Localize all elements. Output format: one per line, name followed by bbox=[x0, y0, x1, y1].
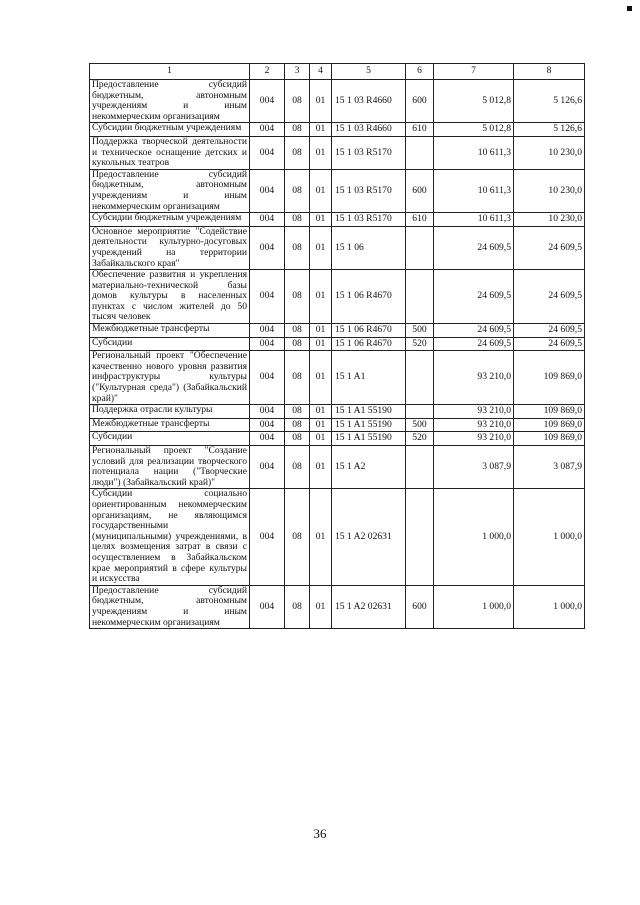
row-name-cell: Межбюджетные трансферты bbox=[90, 418, 250, 432]
row-amount-2-cell: 24 609,5 bbox=[514, 226, 585, 269]
row-code-cell: 004 bbox=[250, 489, 285, 585]
row-amount-1-cell: 93 210,0 bbox=[434, 405, 514, 419]
row-amount-1-cell: 24 609,5 bbox=[434, 324, 514, 338]
header-cell: 8 bbox=[514, 64, 585, 80]
table-row bbox=[90, 270, 585, 324]
row-code-cell: 004 bbox=[250, 123, 285, 137]
row-target-article-cell: 15 1 03 R5170 bbox=[332, 136, 406, 169]
row-name-cell: Предоставление субсидий бюджетным, автономным учреждениям и иным некоммерческим организациям bbox=[90, 585, 250, 628]
row-name-cell: Региональный проект "Создание условий для реализации творческого потенциала нации ("Творческие люди") (Забайкальский край)" bbox=[90, 446, 250, 489]
row-section-cell: 08 bbox=[285, 213, 310, 227]
row-section-cell: 08 bbox=[285, 489, 310, 585]
row-subsection-cell: 01 bbox=[310, 136, 332, 169]
row-amount-2-cell: 10 230,0 bbox=[514, 169, 585, 212]
page-number: 36 bbox=[313, 826, 327, 841]
row-amount-1-cell: 93 210,0 bbox=[434, 351, 514, 405]
row-subsection-cell: 01 bbox=[310, 432, 332, 446]
table-row bbox=[90, 405, 585, 419]
row-section-cell: 08 bbox=[285, 324, 310, 338]
table-row bbox=[90, 446, 585, 489]
table-row bbox=[90, 489, 585, 585]
row-code-cell: 004 bbox=[250, 80, 285, 123]
row-section-cell: 08 bbox=[285, 270, 310, 324]
table-row bbox=[90, 80, 585, 123]
row-amount-1-cell: 93 210,0 bbox=[434, 432, 514, 446]
row-target-article-cell: 15 1 A1 55190 bbox=[332, 418, 406, 432]
row-amount-2-cell: 109 869,0 bbox=[514, 351, 585, 405]
row-amount-2-cell: 24 609,5 bbox=[514, 337, 585, 351]
row-expense-type-cell: 520 bbox=[406, 337, 434, 351]
row-subsection-cell: 01 bbox=[310, 337, 332, 351]
row-amount-2-cell: 109 869,0 bbox=[514, 432, 585, 446]
row-target-article-cell: 15 1 06 R4670 bbox=[332, 324, 406, 338]
row-expense-type-cell: 520 bbox=[406, 432, 434, 446]
header-cell: 3 bbox=[285, 64, 310, 80]
row-subsection-cell: 01 bbox=[310, 169, 332, 212]
table-row bbox=[90, 337, 585, 351]
row-target-article-cell: 15 1 A1 bbox=[332, 351, 406, 405]
row-target-article-cell: 15 1 03 R4660 bbox=[332, 123, 406, 137]
row-target-article-cell: 15 1 03 R5170 bbox=[332, 213, 406, 227]
row-code-cell: 004 bbox=[250, 585, 285, 628]
row-amount-2-cell: 24 609,5 bbox=[514, 324, 585, 338]
row-name-cell: Региональный проект "Обеспечение качественно нового уровня развития инфраструктуры культуры ("Культурная среда") (Забайкальский край)" bbox=[90, 351, 250, 405]
row-target-article-cell: 15 1 06 R4670 bbox=[332, 270, 406, 324]
row-code-cell: 004 bbox=[250, 351, 285, 405]
corner-mark bbox=[627, 6, 632, 11]
row-expense-type-cell: 610 bbox=[406, 213, 434, 227]
row-subsection-cell: 01 bbox=[310, 351, 332, 405]
row-amount-2-cell: 3 087,9 bbox=[514, 446, 585, 489]
row-section-cell: 08 bbox=[285, 169, 310, 212]
row-code-cell: 004 bbox=[250, 418, 285, 432]
row-expense-type-cell: 500 bbox=[406, 418, 434, 432]
table-body bbox=[90, 80, 585, 629]
row-name-cell: Субсидии bbox=[90, 432, 250, 446]
row-section-cell: 08 bbox=[285, 418, 310, 432]
row-subsection-cell: 01 bbox=[310, 489, 332, 585]
row-section-cell: 08 bbox=[285, 446, 310, 489]
row-subsection-cell: 01 bbox=[310, 213, 332, 227]
row-code-cell: 004 bbox=[250, 169, 285, 212]
budget-table bbox=[89, 63, 585, 629]
row-amount-1-cell: 24 609,5 bbox=[434, 270, 514, 324]
row-name-cell: Основное мероприятие "Содействие деятельности культурно-досуговых учреждений на территории Забайкальского края" bbox=[90, 226, 250, 269]
row-name-cell: Поддержка отрасли культуры bbox=[90, 405, 250, 419]
row-target-article-cell: 15 1 06 R4670 bbox=[332, 337, 406, 351]
row-target-article-cell: 15 1 A2 bbox=[332, 446, 406, 489]
row-subsection-cell: 01 bbox=[310, 585, 332, 628]
row-name-cell: Предоставление субсидий бюджетным, автономным учреждениям и иным некоммерческим организациям bbox=[90, 169, 250, 212]
table-row bbox=[90, 324, 585, 338]
row-name-cell: Обеспечение развития и укрепления материально-технической базы домов культуры в населенных пунктах с числом жителей до 50 тысяч человек bbox=[90, 270, 250, 324]
header-cell: 5 bbox=[332, 64, 406, 80]
header-cell: 2 bbox=[250, 64, 285, 80]
row-subsection-cell: 01 bbox=[310, 418, 332, 432]
row-amount-2-cell: 5 126,6 bbox=[514, 80, 585, 123]
table-row bbox=[90, 213, 585, 227]
row-expense-type-cell: 500 bbox=[406, 324, 434, 338]
row-subsection-cell: 01 bbox=[310, 80, 332, 123]
row-subsection-cell: 01 bbox=[310, 405, 332, 419]
row-amount-1-cell: 5 012,8 bbox=[434, 123, 514, 137]
row-target-article-cell: 15 1 A1 55190 bbox=[332, 432, 406, 446]
row-target-article-cell: 15 1 A1 55190 bbox=[332, 405, 406, 419]
row-amount-2-cell: 1 000,0 bbox=[514, 585, 585, 628]
row-expense-type-cell: 600 bbox=[406, 169, 434, 212]
row-code-cell: 004 bbox=[250, 405, 285, 419]
row-section-cell: 08 bbox=[285, 337, 310, 351]
row-amount-2-cell: 5 126,6 bbox=[514, 123, 585, 137]
row-subsection-cell: 01 bbox=[310, 270, 332, 324]
row-expense-type-cell bbox=[406, 270, 434, 324]
row-expense-type-cell bbox=[406, 351, 434, 405]
row-target-article-cell: 15 1 A2 02631 bbox=[332, 585, 406, 628]
row-target-article-cell: 15 1 06 bbox=[332, 226, 406, 269]
row-amount-1-cell: 5 012,8 bbox=[434, 80, 514, 123]
row-section-cell: 08 bbox=[285, 351, 310, 405]
row-subsection-cell: 01 bbox=[310, 324, 332, 338]
row-amount-2-cell: 10 230,0 bbox=[514, 213, 585, 227]
row-amount-2-cell: 1 000,0 bbox=[514, 489, 585, 585]
row-amount-2-cell: 24 609,5 bbox=[514, 270, 585, 324]
row-expense-type-cell bbox=[406, 136, 434, 169]
row-code-cell: 004 bbox=[250, 213, 285, 227]
row-name-cell: Субсидии бюджетным учреждениям bbox=[90, 123, 250, 137]
table-row bbox=[90, 169, 585, 212]
row-code-cell: 004 bbox=[250, 226, 285, 269]
row-expense-type-cell bbox=[406, 489, 434, 585]
row-expense-type-cell bbox=[406, 446, 434, 489]
row-name-cell: Поддержка творческой деятельности и техническое оснащение детских и кукольных театров bbox=[90, 136, 250, 169]
header-row bbox=[90, 64, 585, 80]
row-name-cell: Предоставление субсидий бюджетным, автономным учреждениям и иным некоммерческим организациям bbox=[90, 80, 250, 123]
row-amount-1-cell: 1 000,0 bbox=[434, 489, 514, 585]
table-row bbox=[90, 351, 585, 405]
row-amount-1-cell: 24 609,5 bbox=[434, 226, 514, 269]
row-code-cell: 004 bbox=[250, 270, 285, 324]
row-section-cell: 08 bbox=[285, 80, 310, 123]
table-row bbox=[90, 123, 585, 137]
row-section-cell: 08 bbox=[285, 432, 310, 446]
table-row bbox=[90, 136, 585, 169]
row-amount-2-cell: 109 869,0 bbox=[514, 405, 585, 419]
row-name-cell: Субсидии социально ориентированным некоммерческим организациям, не являющимся государственными (муниципальными) учреждениями, в целях возмещения затрат в связи с осуществлением в Забайкальском крае мероприятий в сфере культуры и искусства bbox=[90, 489, 250, 585]
row-target-article-cell: 15 1 03 R5170 bbox=[332, 169, 406, 212]
row-amount-1-cell: 10 611,3 bbox=[434, 169, 514, 212]
row-code-cell: 004 bbox=[250, 324, 285, 338]
row-section-cell: 08 bbox=[285, 136, 310, 169]
row-expense-type-cell: 600 bbox=[406, 80, 434, 123]
row-code-cell: 004 bbox=[250, 446, 285, 489]
header-cell: 7 bbox=[434, 64, 514, 80]
row-section-cell: 08 bbox=[285, 226, 310, 269]
row-amount-2-cell: 10 230,0 bbox=[514, 136, 585, 169]
header-cell: 6 bbox=[406, 64, 434, 80]
table-row bbox=[90, 432, 585, 446]
row-target-article-cell: 15 1 A2 02631 bbox=[332, 489, 406, 585]
row-expense-type-cell bbox=[406, 226, 434, 269]
row-section-cell: 08 bbox=[285, 123, 310, 137]
row-name-cell: Межбюджетные трансферты bbox=[90, 324, 250, 338]
row-code-cell: 004 bbox=[250, 136, 285, 169]
row-subsection-cell: 01 bbox=[310, 446, 332, 489]
header-cell: 4 bbox=[310, 64, 332, 80]
row-expense-type-cell: 600 bbox=[406, 585, 434, 628]
row-amount-1-cell: 3 087,9 bbox=[434, 446, 514, 489]
row-amount-1-cell: 10 611,3 bbox=[434, 136, 514, 169]
row-subsection-cell: 01 bbox=[310, 226, 332, 269]
row-section-cell: 08 bbox=[285, 585, 310, 628]
row-name-cell: Субсидии bbox=[90, 337, 250, 351]
table-row bbox=[90, 418, 585, 432]
row-subsection-cell: 01 bbox=[310, 123, 332, 137]
header-cell: 1 bbox=[90, 64, 250, 80]
row-section-cell: 08 bbox=[285, 405, 310, 419]
row-amount-1-cell: 24 609,5 bbox=[434, 337, 514, 351]
row-amount-1-cell: 93 210,0 bbox=[434, 418, 514, 432]
row-target-article-cell: 15 1 03 R4660 bbox=[332, 80, 406, 123]
row-expense-type-cell bbox=[406, 405, 434, 419]
row-expense-type-cell: 610 bbox=[406, 123, 434, 137]
table-row bbox=[90, 226, 585, 269]
row-amount-1-cell: 10 611,3 bbox=[434, 213, 514, 227]
row-code-cell: 004 bbox=[250, 337, 285, 351]
table-row bbox=[90, 585, 585, 628]
row-code-cell: 004 bbox=[250, 432, 285, 446]
row-name-cell: Субсидии бюджетным учреждениям bbox=[90, 213, 250, 227]
row-amount-2-cell: 109 869,0 bbox=[514, 418, 585, 432]
row-amount-1-cell: 1 000,0 bbox=[434, 585, 514, 628]
